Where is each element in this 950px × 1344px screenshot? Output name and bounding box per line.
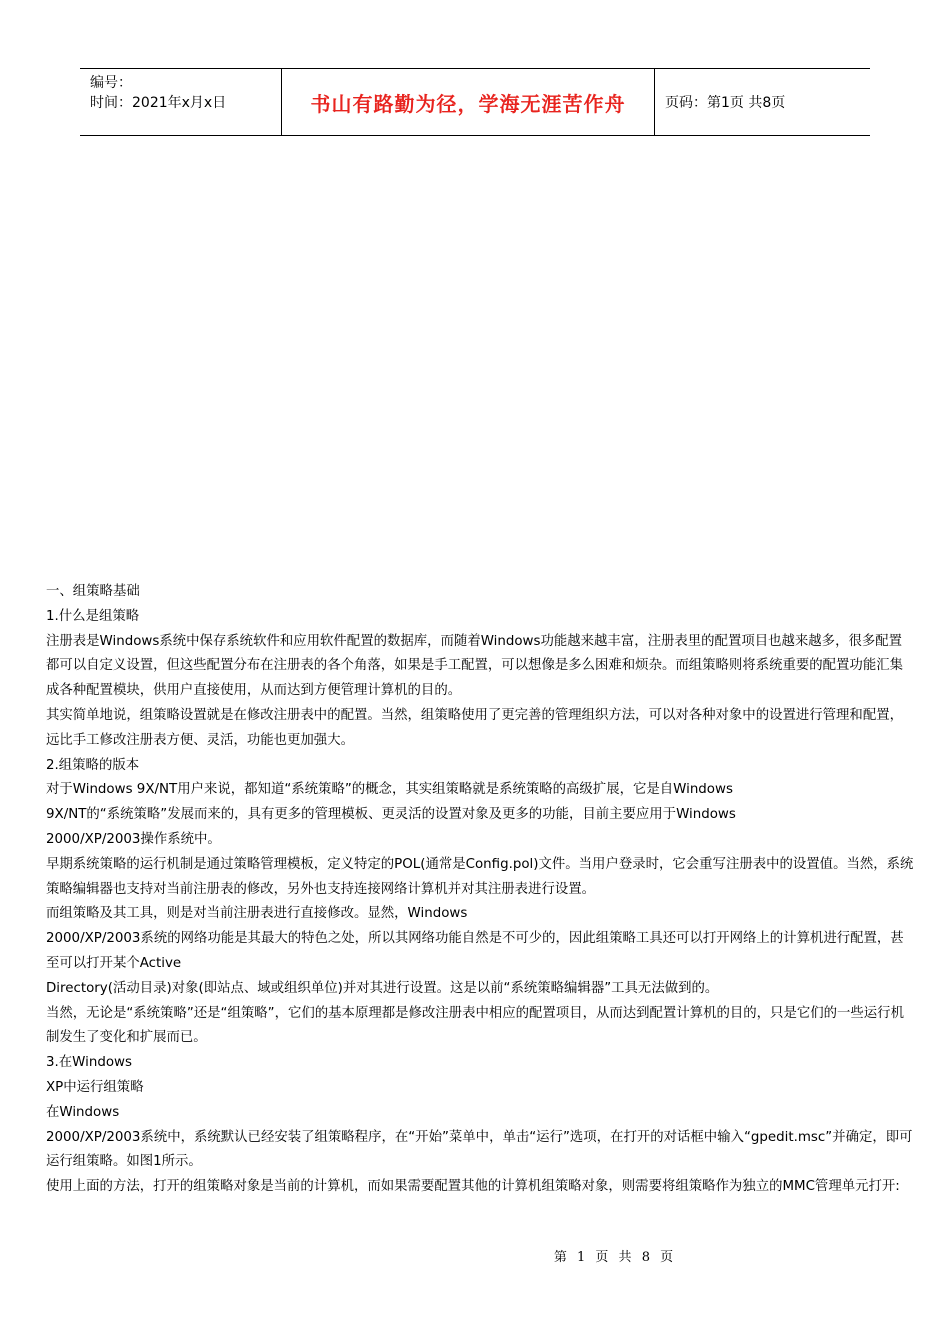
paragraph-line: 对于Windows 9X/NT用户来说，都知道“系统策略”的概念，其实组策略就是系统策略的高级扩展，它是自Windows	[46, 782, 733, 798]
page-footer: 第 1 页 共 8 页	[553, 1250, 677, 1265]
subsection-heading: 1.什么是组策略	[46, 608, 140, 624]
paragraph: 2000/XP/2003系统中，系统默认已经安装了组策略程序，在“开始”菜单中，单击“运行”选项，在打开的对话框中输入“gpedit.msc”并确定，即可运行组策略。如图1所示。	[46, 1129, 913, 1170]
motto-text: 书山有路勤为径，学海无涯苦作舟	[310, 91, 626, 116]
page-info: 页码：第1页 共8页	[665, 95, 786, 111]
paragraph: 注册表是Windows系统中保存系统软件和应用软件配置的数据库，而随着Windows功能越来越丰富，注册表里的配置项目也越来越多，很多配置都可以自定义设置，但这些配置分布在注册表的各个角落，如果是手工配置，可以想像是多么困难和烦杂。而组策略则将系统重要的配置功能汇集成各种配置模块，供用户直接使用，从而达到方便管理计算机的目的。	[46, 633, 903, 699]
subsection-heading: 3.在Windows	[46, 1055, 132, 1071]
subsection-heading: 2.组策略的版本	[46, 757, 140, 773]
paragraph-line: 而组策略及其工具，则是对当前注册表进行直接修改。显然，Windows	[46, 906, 468, 922]
header-motto-cell	[282, 69, 655, 135]
paragraph-line: 2000/XP/2003操作系统中。	[46, 831, 221, 847]
document-number: 编号：	[90, 75, 132, 91]
paragraph-line: 2000/XP/2003系统的网络功能是其最大的特色之处，所以其网络功能自然是不可少的，因此组策略工具还可以打开网络上的计算机进行配置，甚至可以打开某个Active	[46, 931, 904, 971]
paragraph: 使用上面的方法，打开的组策略对象是当前的计算机，而如果需要配置其他的计算机组策略对象，则需要将组策略作为独立的MMC管理单元打开:	[46, 1179, 900, 1195]
section-heading: 一、组策略基础	[46, 584, 140, 599]
paragraph: 早期系统策略的运行机制是通过策略管理模板，定义特定的POL(通常是Config.pol)文件。当用户登录时，它会重写注册表中的设置值。当然，系统策略编辑器也支持对当前注册表的修改，另外也支持连接网络计算机并对其注册表进行设置。	[46, 856, 914, 897]
document-date: 时间：2021年x月x日	[90, 95, 227, 111]
document-body	[46, 580, 914, 1200]
paragraph-line: 在Windows	[46, 1104, 120, 1120]
header-page-cell	[655, 69, 870, 135]
document-header	[80, 68, 870, 136]
paragraph: 其实简单地说，组策略设置就是在修改注册表中的配置。当然，组策略使用了更完善的管理组织方法，可以对各种对象中的设置进行管理和配置，远比手工修改注册表方便、灵活，功能也更加强大。	[46, 707, 903, 748]
paragraph-line: Directory(活动目录)对象(即站点、域或组织单位)并对其进行设置。这是以前“系统策略编辑器”工具无法做到的。	[46, 980, 719, 996]
paragraph: 当然，无论是“系统策略”还是“组策略”，它们的基本原理都是修改注册表中相应的配置项目，从而达到配置计算机的目的，只是它们的一些运行机制发生了变化和扩展而已。	[46, 1005, 904, 1046]
header-meta-cell	[80, 69, 282, 135]
paragraph-line: 9X/NT的“系统策略”发展而来的，具有更多的管理模板、更灵活的设置对象及更多的功能，目前主要应用于Windows	[46, 807, 736, 823]
subsection-heading-cont: XP中运行组策略	[46, 1079, 144, 1095]
